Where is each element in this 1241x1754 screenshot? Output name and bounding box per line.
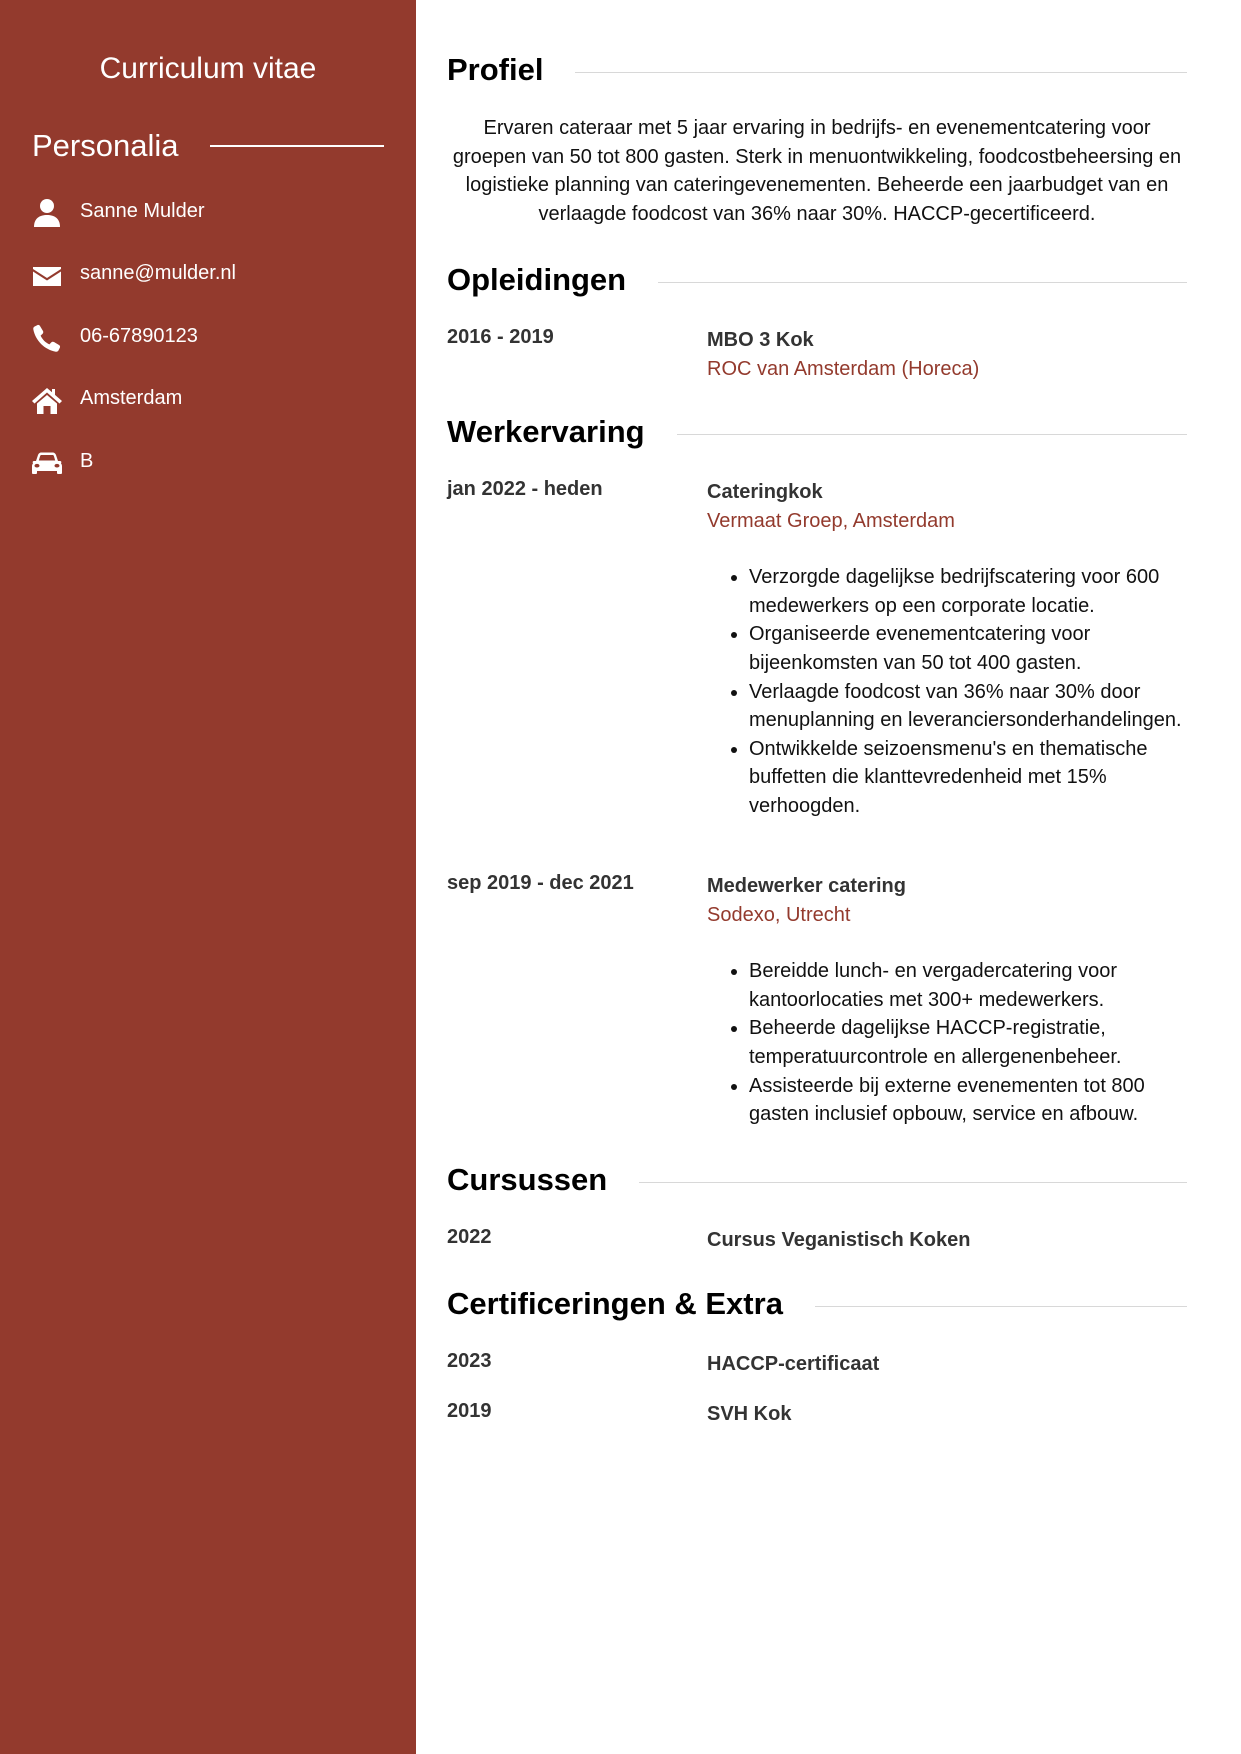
bullet-item: • Bereidde lunch- en vergadercatering voor kantoorlocaties met 300+ medewerkers. (749, 957, 1187, 1014)
entry-date: 2023 (447, 1350, 492, 1372)
bullet-item: • Organiseerde evenementcatering voor bijeenkomsten van 50 tot 400 gasten. (749, 620, 1187, 677)
entry-title: HACCP-certificaat (707, 1353, 880, 1375)
entry-bullets (707, 563, 1187, 820)
entry-title: SVH Kok (707, 1403, 792, 1425)
entry-bullets (707, 957, 1187, 1129)
entry-date: 2022 (447, 1226, 492, 1248)
entry-body (707, 478, 1187, 821)
personalia-divider (210, 145, 384, 147)
entry-body (707, 1400, 1187, 1429)
contact-license-text: B (80, 449, 94, 472)
contact-email (30, 245, 236, 308)
contact-phone (30, 307, 236, 370)
certifications-heading: Certificeringen & Extra (447, 1286, 783, 1321)
entry-title: Medewerker catering (707, 875, 906, 897)
bullet-item: • Verlaagde foodcost van 36% naar 30% door menuplanning en leveranciersonderhandelingen. (749, 678, 1187, 735)
education-heading: Opleidingen (447, 262, 627, 297)
contact-license (30, 432, 236, 495)
contact-list (30, 182, 236, 495)
contact-name (30, 182, 236, 245)
entry-body (707, 1226, 1187, 1255)
user-icon (30, 196, 64, 230)
entry-title: Cursus Veganistisch Koken (707, 1229, 971, 1251)
profile-section-header (447, 52, 1187, 88)
section-divider (639, 1182, 1187, 1183)
entry-date: 2019 (447, 1400, 492, 1422)
envelope-icon (30, 259, 64, 293)
profile-text: Ervaren cateraar met 5 jaar ervaring in bedrijfs- en evenementcatering voor groepen van 50 tot 800 gasten. Sterk in menuontwikkeling, foodcostbeheersing en logistieke planning van cateringevenementen. Beheerde een jaarbudget van en verlaagde foodcost van 36% naar 30%. HACCP-gecertificeerd. (452, 117, 1182, 225)
phone-icon (30, 321, 64, 355)
courses-heading: Cursussen (447, 1162, 608, 1197)
section-divider (575, 72, 1187, 73)
entry-date: jan 2022 - heden (447, 478, 603, 500)
profile-heading: Profiel (447, 52, 544, 87)
entry-body (707, 872, 1187, 1129)
entry-body (707, 1350, 1187, 1379)
contact-name-text: Sanne Mulder (80, 199, 205, 222)
entry-organization: Vermaat Groep, Amsterdam (707, 509, 955, 532)
personalia-heading: Personalia (32, 128, 179, 163)
entry-body (707, 326, 1187, 383)
bullet-item: • Ontwikkelde seizoensmenu's en thematische buffetten die klanttevredenheid met 15% verhoogden. (749, 735, 1187, 821)
section-divider (677, 434, 1187, 435)
bullet-item: • Beheerde dagelijkse HACCP-registratie, temperatuurcontrole en allergenenbeheer. (749, 1014, 1187, 1071)
experience-section-header (447, 414, 1187, 450)
contact-city-text: Amsterdam (80, 387, 183, 410)
courses-section-header (447, 1162, 1187, 1198)
contact-email-text: sanne@mulder.nl (80, 262, 236, 285)
contact-city (30, 370, 236, 433)
sidebar (0, 0, 416, 1754)
entry-organization: ROC van Amsterdam (Horeca) (707, 357, 980, 380)
entry-date: sep 2019 - dec 2021 (447, 872, 634, 894)
entry-date: 2016 - 2019 (447, 326, 554, 348)
contact-phone-text: 06-67890123 (80, 324, 198, 347)
certifications-section-header (447, 1286, 1187, 1322)
cv-title: Curriculum vitae (99, 52, 317, 85)
bullet-item: • Assisteerde bij externe evenementen tot 800 gasten inclusief opbouw, service en afbouw. (749, 1072, 1187, 1129)
education-section-header (447, 262, 1187, 298)
bullet-item: • Verzorgde dagelijkse bedrijfscatering voor 600 medewerkers op een corporate locatie. (749, 563, 1187, 620)
car-icon (30, 446, 64, 480)
entry-title: Cateringkok (707, 481, 823, 503)
entry-organization: Sodexo, Utrecht (707, 903, 851, 926)
home-icon (30, 384, 64, 418)
section-divider (815, 1306, 1187, 1307)
entry-title: MBO 3 Kok (707, 329, 814, 351)
experience-heading: Werkervaring (447, 414, 645, 449)
section-divider (658, 282, 1187, 283)
